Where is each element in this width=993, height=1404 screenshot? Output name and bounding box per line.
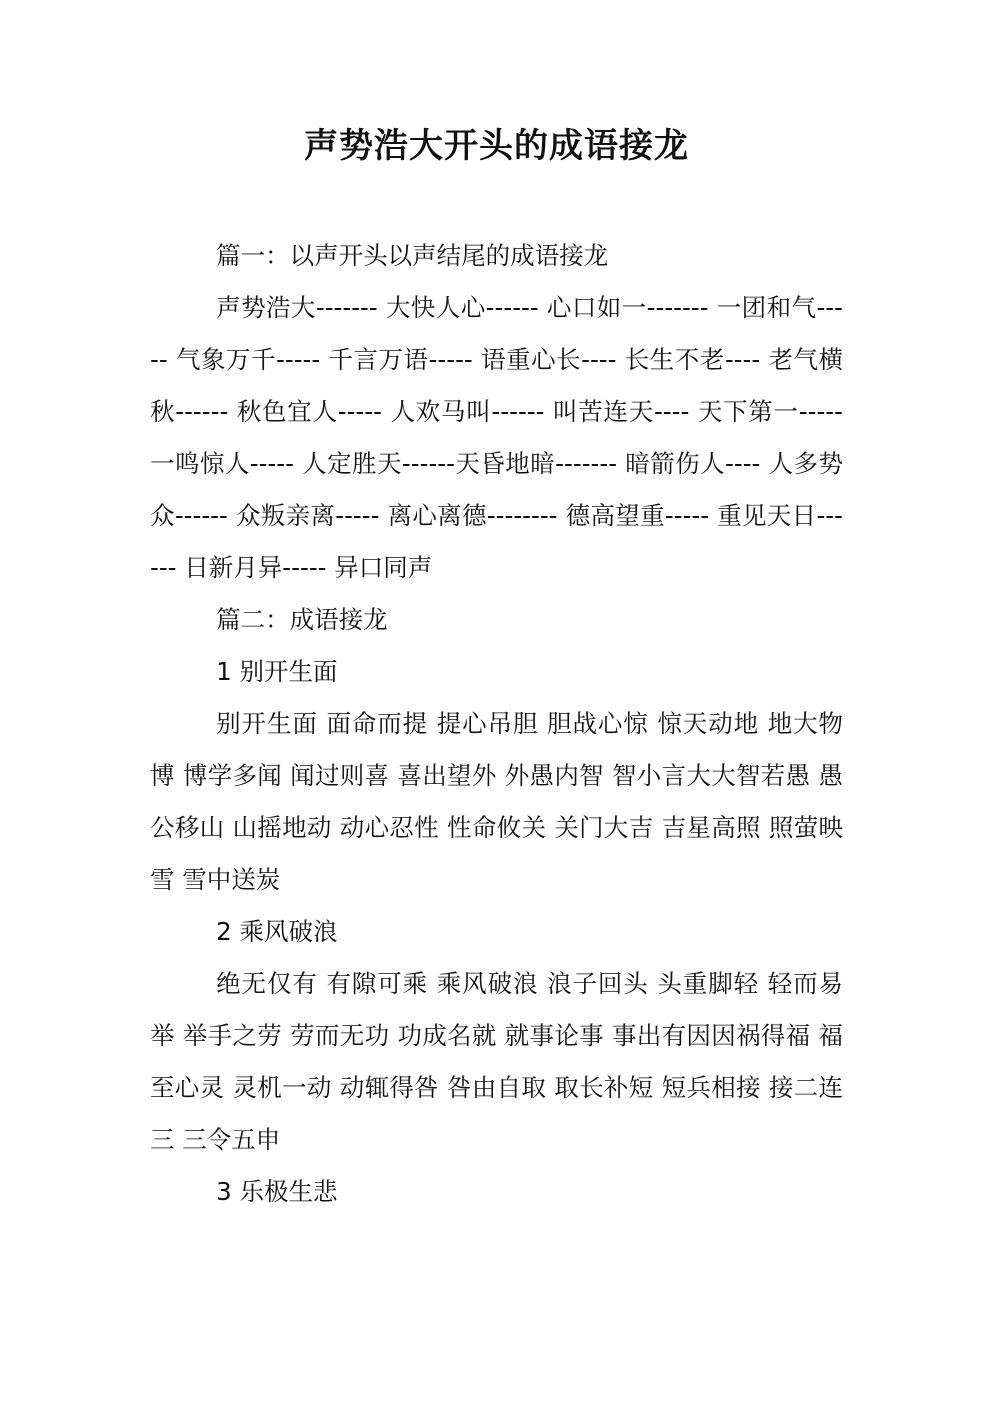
idiom-chain-paragraph-1: 声势浩大------- 大快人心------ 心口如一------- 一团和气----- 气象万千----- 千言万语----- 语重心长---- 长生不老---- 老气横秋------ 秋色宜人----- 人欢马叫------ 叫苦连天---- 天下第一----- 一鸣惊人----- 人定胜天------天昏地暗------- 暗箭伤人---- 人多势众------ 众叛亲离----- 离心离德-------- 德高望重----- 重见天日------ 日新月异----- 异口同声 (150, 293, 843, 582)
subsection-heading-2: 2 乘风破浪 (216, 917, 338, 946)
subsection-heading-3: 3 乐极生悲 (216, 1177, 338, 1206)
section-heading-2: 篇二：成语接龙 (216, 605, 388, 634)
idiom-chain-paragraph-2: 别开生面 面命而提 提心吊胆 胆战心惊 惊天动地 地大物博 博学多闻 闻过则喜 喜出望外 外愚内智 智小言大大智若愚 愚公移山 山摇地动 动心忍性 性命攸关 关门大吉 吉星高照 照萤映雪 雪中送炭 (150, 709, 843, 894)
idiom-chain-paragraph-3: 绝无仅有 有隙可乘 乘风破浪 浪子回头 头重脚轻 轻而易举 举手之劳 劳而无功 功成名就 就事论事 事出有因因祸得福 福至心灵 灵机一动 动辄得咎 咎由自取 取长补短 短兵相接 接二连三 三令五申 (150, 969, 843, 1154)
document-body (150, 230, 843, 1218)
subsection-heading-1: 1 别开生面 (216, 657, 338, 686)
section-heading-1: 篇一：以声开头以声结尾的成语接龙 (216, 241, 609, 270)
document-title: 声势浩大开头的成语接龙 (304, 126, 689, 166)
